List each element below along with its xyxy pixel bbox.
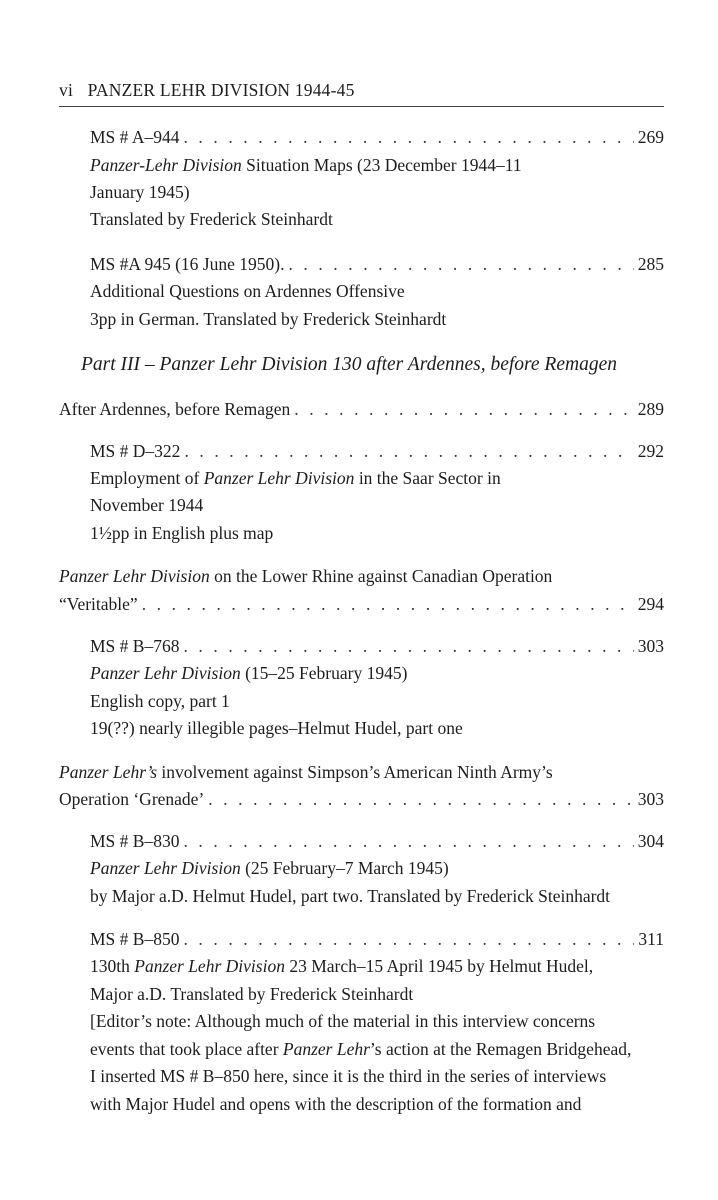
toc-page-number: 303 xyxy=(637,789,664,809)
toc-entry-a945[interactable] xyxy=(90,253,664,275)
toc-entry-description: 130th Panzer Lehr Division 23 March–15 April 1945 by Helmut Hudel, xyxy=(90,956,594,976)
running-title: PANZER LEHR DIVISION 1944-45 xyxy=(87,80,355,100)
dot-leader xyxy=(208,788,633,810)
toc-page-number: 292 xyxy=(637,441,664,461)
toc-entry-title: MS # D–322 xyxy=(90,441,181,461)
toc-entry-a944[interactable] xyxy=(90,126,664,148)
editor-note: events that took place after Panzer Lehr’s action at the Remagen Bridgehead, xyxy=(90,1039,632,1059)
italic-title: Panzer-Lehr Division xyxy=(90,155,242,175)
editor-note: with Major Hudel and opens with the description of the formation and xyxy=(90,1094,582,1114)
italic-title: Panzer Lehr’s xyxy=(59,762,158,782)
toc-entry-b850[interactable] xyxy=(90,928,664,950)
dot-leader xyxy=(183,928,634,950)
toc-page-number: 289 xyxy=(637,399,664,419)
toc-page-number: 294 xyxy=(637,594,664,614)
toc-entry-b830[interactable] xyxy=(90,830,664,852)
toc-entry-description: by Major a.D. Helmut Hudel, part two. Translated by Frederick Steinhardt xyxy=(90,886,611,906)
toc-entry-description: Panzer Lehr Division (15–25 February 1945) xyxy=(90,663,408,683)
toc-entry-description: Additional Questions on Ardennes Offensive xyxy=(90,281,405,301)
toc-entry-veritable-title: Panzer Lehr Division on the Lower Rhine against Canadian Operation xyxy=(59,566,553,586)
dot-leader xyxy=(183,126,633,148)
dot-leader xyxy=(183,635,633,657)
italic-title: Panzer Lehr Division xyxy=(90,858,241,878)
editor-note: [Editor’s note: Although much of the material in this interview concerns xyxy=(90,1011,596,1031)
toc-entry-title: MS # B–768 xyxy=(90,636,180,656)
italic-title: Panzer Lehr xyxy=(282,1039,370,1059)
toc-entry-description: Major a.D. Translated by Frederick Steinhardt xyxy=(90,984,414,1004)
toc-entry-title: MS # B–850 xyxy=(90,929,180,949)
toc-page-number: 304 xyxy=(637,831,664,851)
toc-page-number: 311 xyxy=(638,929,664,949)
toc-entry-description: Panzer-Lehr Division Situation Maps (23 December 1944–11 xyxy=(90,155,522,175)
toc-entry-description: Employment of Panzer Lehr Division in the Saar Sector in xyxy=(90,468,501,488)
toc-entry-title: MS # A–944 xyxy=(90,127,180,147)
toc-entry-title: MS #A 945 (16 June 1950). xyxy=(90,254,285,274)
dot-leader xyxy=(184,440,633,462)
dot-leader xyxy=(183,830,633,852)
dot-leader xyxy=(294,398,633,420)
toc-entry-description: Translated by Frederick Steinhardt xyxy=(90,209,333,229)
header-rule xyxy=(59,106,664,107)
toc-entry-description: 3pp in German. Translated by Frederick Steinhardt xyxy=(90,309,447,329)
italic-title: Panzer Lehr Division xyxy=(203,468,355,488)
toc-entry-after-ardennes[interactable] xyxy=(59,398,664,420)
dot-leader xyxy=(288,253,633,275)
toc-entry-title: After Ardennes, before Remagen xyxy=(59,399,291,419)
toc-entry-description: English copy, part 1 xyxy=(90,691,230,711)
italic-title: Panzer Lehr Division xyxy=(90,663,241,683)
toc-entry-title: “Veritable” xyxy=(59,594,138,614)
toc-page-number: 285 xyxy=(637,254,664,274)
toc-entry-description: 19(??) nearly illegible pages–Helmut Hudel, part one xyxy=(90,718,463,738)
toc-page-number: 269 xyxy=(637,127,664,147)
italic-title: Panzer Lehr Division xyxy=(59,566,210,586)
toc-entry-title: Operation ‘Grenade’ xyxy=(59,789,205,809)
toc-entry-description: Panzer Lehr Division (25 February–7 March 1945) xyxy=(90,858,449,878)
editor-note: I inserted MS # B–850 here, since it is the third in the series of interviews xyxy=(90,1066,607,1086)
running-header xyxy=(59,80,664,101)
toc-entry-grenade[interactable] xyxy=(59,788,664,810)
toc-page-number: 303 xyxy=(637,636,664,656)
dot-leader xyxy=(142,593,634,615)
part-heading: Part III – Panzer Lehr Division 130 after Ardennes, before Remagen xyxy=(81,354,617,375)
toc-entry-grenade-title: Panzer Lehr’s involvement against Simpson’s American Ninth Army’s xyxy=(59,762,553,782)
toc-entry-d322[interactable] xyxy=(90,440,664,462)
toc-entry-description: January 1945) xyxy=(90,182,190,202)
toc-entry-b768[interactable] xyxy=(90,635,664,657)
toc-entry-veritable[interactable] xyxy=(59,593,664,615)
page-number: vi xyxy=(59,80,74,100)
toc-entry-title: MS # B–830 xyxy=(90,831,180,851)
toc-entry-description: November 1944 xyxy=(90,495,204,515)
italic-title: Panzer Lehr Division xyxy=(134,956,285,976)
toc-entry-description: 1½pp in English plus map xyxy=(90,523,274,543)
